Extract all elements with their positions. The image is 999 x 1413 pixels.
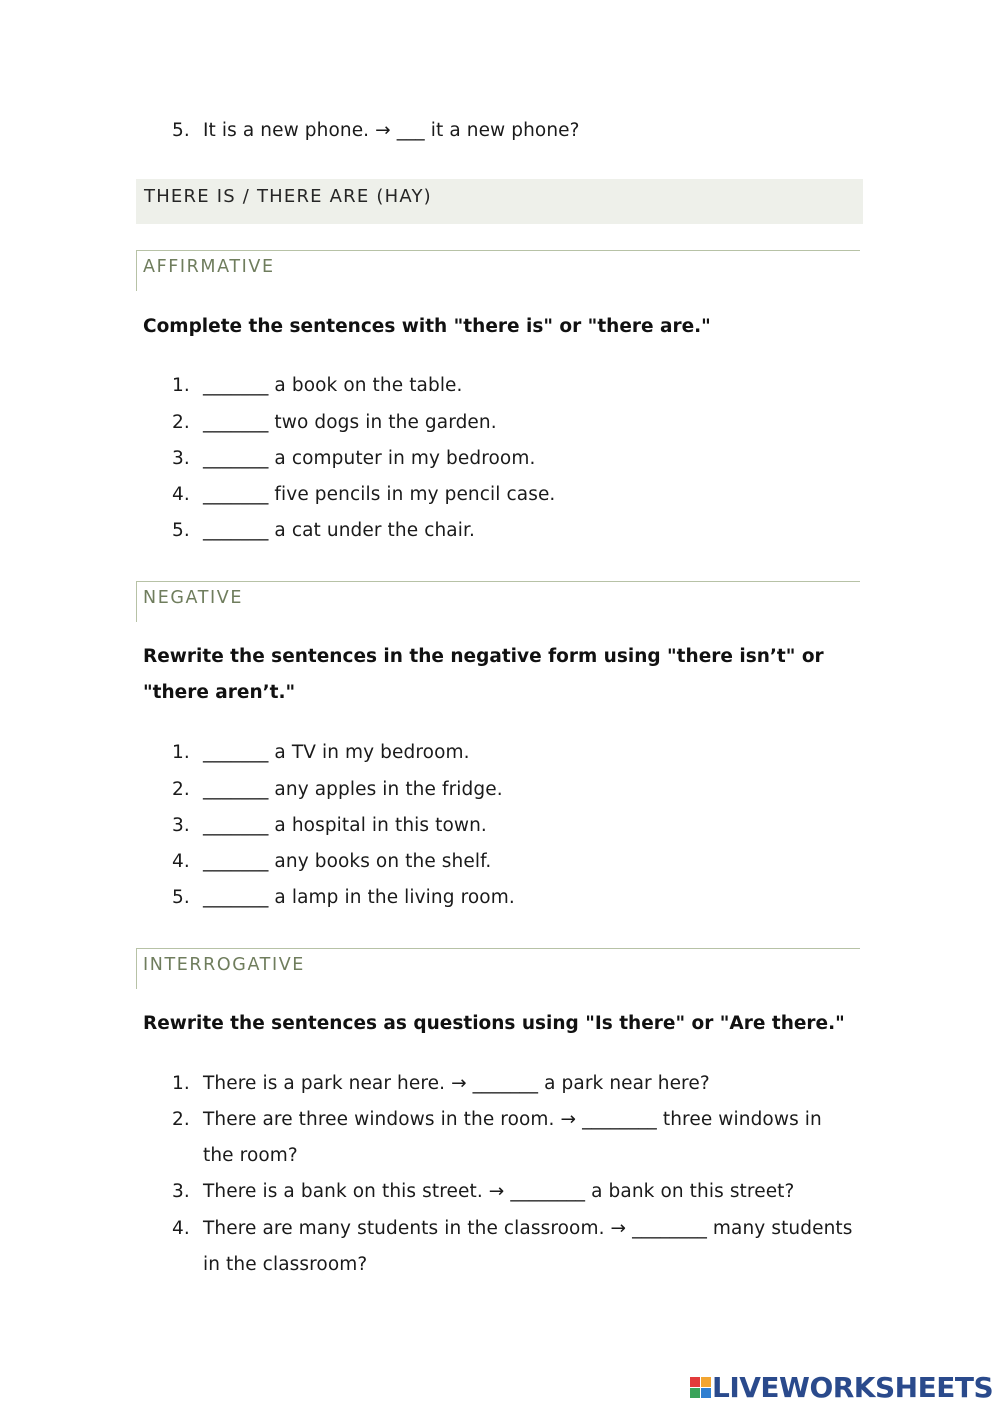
section-title: AFFIRMATIVE	[143, 257, 275, 277]
item-text: There is a park near here. → _______ a park near here?	[203, 1073, 710, 1094]
logo-text: LIVEWORKSHEETS	[712, 1371, 994, 1404]
item-number: 3.	[172, 1181, 190, 1202]
item-text: _______ a hospital in this town.	[203, 815, 487, 836]
item-text: _______ a lamp in the living room.	[203, 887, 515, 908]
negative-instruction: Rewrite the sentences in the negative form using "there isn’t" or "there aren’t."	[143, 646, 824, 703]
item-number: 3.	[172, 815, 190, 836]
item-number: 1.	[172, 742, 190, 763]
item-number: 2.	[172, 412, 190, 433]
item-text: _______ a cat under the chair.	[203, 520, 475, 541]
main-heading-title: THERE IS / THERE ARE (HAY)	[144, 186, 432, 207]
logo-square-orange	[701, 1377, 711, 1387]
main-heading	[136, 179, 863, 224]
item-text: _______ a TV in my bedroom.	[203, 742, 470, 763]
item-number: 2.	[172, 779, 190, 800]
item-number: 4.	[172, 1218, 190, 1239]
item-number: 2.	[172, 1109, 190, 1130]
logo-square-blue	[701, 1388, 711, 1398]
item-text: _______ two dogs in the garden.	[203, 412, 497, 433]
item-text: _______ a computer in my bedroom.	[203, 448, 536, 469]
item-text: There is a bank on this street. → ________ a bank on this street?	[203, 1181, 795, 1202]
item-number: 4.	[172, 851, 190, 872]
section-heading-negative	[136, 581, 860, 622]
interrogative-instruction: Rewrite the sentences as questions using "Is there" or "Are there."	[143, 1013, 845, 1034]
section-heading-affirmative	[136, 250, 860, 291]
liveworksheets-logo-icon	[690, 1377, 712, 1399]
logo-square-green	[690, 1388, 700, 1398]
item-text: _______ any books on the shelf.	[203, 851, 492, 872]
logo-square-red	[690, 1377, 700, 1387]
item-number: 5.	[172, 887, 190, 908]
section-heading-interrogative	[136, 948, 860, 989]
section-title: INTERROGATIVE	[143, 955, 305, 975]
item-number: 3.	[172, 448, 190, 469]
item-number: 1.	[172, 375, 190, 396]
item-text: _______ any apples in the fridge.	[203, 779, 503, 800]
item-text: _______ a book on the table.	[203, 375, 463, 396]
item-number: 5.	[172, 520, 190, 541]
item-number: 1.	[172, 1073, 190, 1094]
affirmative-instruction: Complete the sentences with "there is" or "there are."	[143, 316, 711, 337]
item-number: 4.	[172, 484, 190, 505]
item-number: 5.	[172, 120, 190, 141]
item-text: It is a new phone. → ___ it a new phone?	[203, 120, 580, 141]
item-text: _______ five pencils in my pencil case.	[203, 484, 556, 505]
section-title: NEGATIVE	[143, 588, 244, 608]
item-text: There are three windows in the room. → ________ three windows in the room?	[203, 1109, 822, 1166]
item-text: There are many students in the classroom. → ________ many students in the classroom?	[203, 1218, 853, 1275]
